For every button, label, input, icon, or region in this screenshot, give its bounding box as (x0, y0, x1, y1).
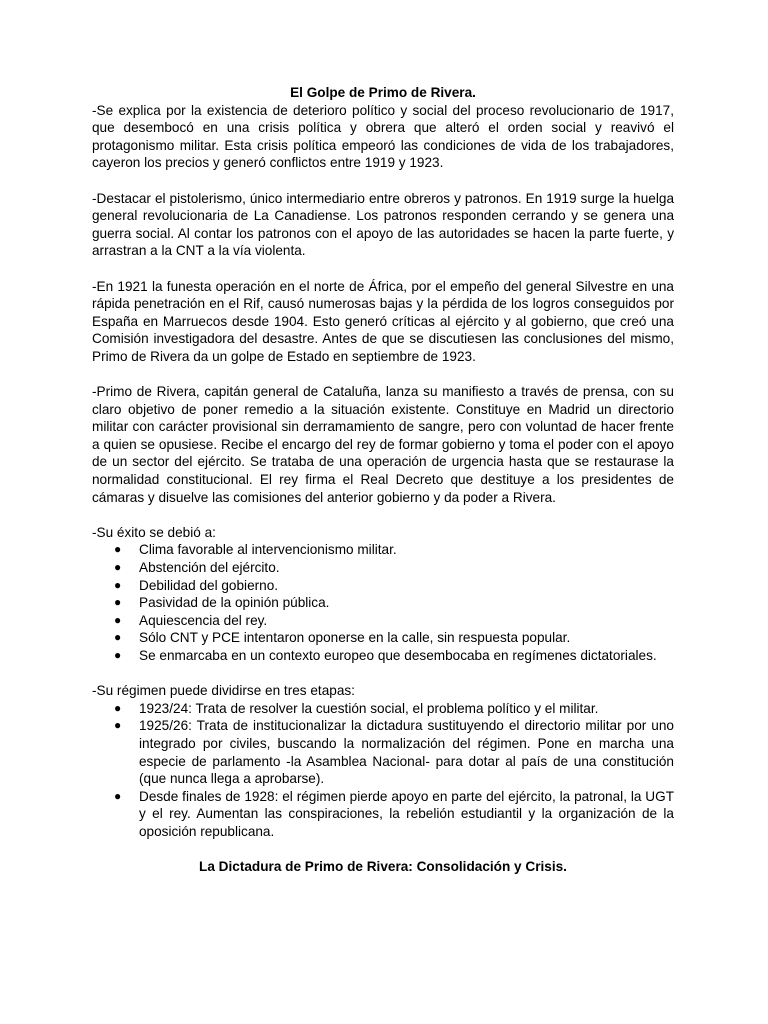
list-item (92, 559, 674, 577)
list-item (92, 541, 674, 559)
list-item (92, 647, 674, 665)
list-item (92, 717, 674, 787)
list-item-text: Desde finales de 1928: el régimen pierde apoyo en parte del ejército, la patronal, la UGT y el rey. Aumentan las conspiraciones, la rebelión estudiantil y la organización de la oposición republicana. (139, 788, 674, 839)
list-item-text: 1925/26: Trata de institucionalizar la dictadura sustituyendo el directorio militar por uno integrado por civiles, buscando la normalización del régimen. Pone en marcha una especie de parlamento -la Asamblea Nacional- para dotar al país de una constitución (que nunca llega a aprobarse). (139, 718, 674, 787)
document-page (92, 84, 674, 876)
list-item (92, 700, 674, 718)
list-item-text: Pasividad de la opinión pública. (139, 595, 330, 611)
success-list (92, 541, 674, 664)
bullet-icon: ● (114, 577, 122, 592)
paragraph-causes: -Se explica por la existencia de deterioro político y social del proceso revolucionario de 1917, que desembocó en una crisis política y obrera que alteró el orden social y reavivó el protagonismo militar. Esta crisis política empeoró las condiciones de vida de los trabajadores, cayeron los precios y generó conflictos entre 1919 y 1923. (92, 102, 674, 171)
document-title: El Golpe de Primo de Rivera. (290, 85, 476, 100)
bullet-icon: ● (114, 560, 122, 575)
bullet-icon: ● (114, 542, 122, 557)
list-item (92, 577, 674, 595)
bullet-icon: ● (114, 630, 122, 645)
bullet-icon: ● (114, 788, 122, 803)
list-item-text: Abstención del ejército. (139, 560, 280, 576)
list-item-text: Debilidad del gobierno. (139, 577, 279, 593)
list-item (92, 612, 674, 630)
list-item-text: Se enmarcaba en un contexto europeo que desembocaba en regímenes dictatoriales. (139, 648, 657, 663)
list-item (92, 629, 674, 647)
paragraph-africa: -En 1921 la funesta operación en el norte de África, por el empeño del general Silvestre en una rápida penetración en el Rif, causó numerosas bajas y la pérdida de los logros conseguidos por España en Marruecos desde 1904. Esto generó críticas al ejército y al gobierno, que creó una Comisión investigadora del desastre. Antes de que se discutiesen las conclusiones del mismo, Primo de Rivera da un golpe de Estado en septiembre de 1923. (92, 278, 674, 364)
stages-intro: -Su régimen puede dividirse en tres etapas: (92, 683, 355, 699)
stages-list (92, 700, 674, 841)
bullet-icon: ● (114, 612, 122, 627)
bullet-icon: ● (114, 700, 122, 715)
bullet-icon: ● (114, 718, 122, 733)
section-title: La Dictadura de Primo de Rivera: Consolidación y Crisis. (199, 859, 567, 875)
list-item-text: Sólo CNT y PCE intentaron oponerse en la calle, sin respuesta popular. (139, 630, 571, 646)
bullet-icon: ● (114, 648, 122, 662)
list-item (92, 788, 674, 841)
bullet-icon: ● (114, 595, 122, 610)
success-intro: -Su éxito se debió a: (92, 524, 216, 540)
list-item (92, 594, 674, 612)
list-item-text: 1923/24: Trata de resolver la cuestión social, el problema político y el militar. (139, 700, 599, 716)
list-item-text: Aquiescencia del rey. (139, 612, 268, 628)
paragraph-primo-de-rivera: -Primo de Rivera, capitán general de Cataluña, lanza su manifiesto a través de prensa, con su claro objetivo de poner remedio a la situación existente. Constituye en Madrid un directorio militar con carácter provisional sin derramamiento de sangre, pero con voluntad de hacer frente a quien se opusiese. Recibe el encargo del rey de formar gobierno y toma el poder con el apoyo de un sector del ejército. Se trataba de una operación de urgencia hasta que se restaurase la normalidad constitucional. El rey firma el Real Decreto que destituye a los presidentes de cámaras y disuelve las comisiones del anterior gobierno y da poder a Rivera. (92, 384, 674, 505)
paragraph-pistolerismo: -Destacar el pistolerismo, único intermediario entre obreros y patronos. En 1919 surge la huelga general revolucionaria de La Canadiense. Los patronos responden cerrando y se genera una guerra social. Al contar los patronos con el apoyo de las autoridades se hacen la parte fuerte, y arrastran a la CNT a la vía violenta. (92, 190, 674, 259)
list-item-text: Clima favorable al intervencionismo militar. (139, 542, 397, 558)
